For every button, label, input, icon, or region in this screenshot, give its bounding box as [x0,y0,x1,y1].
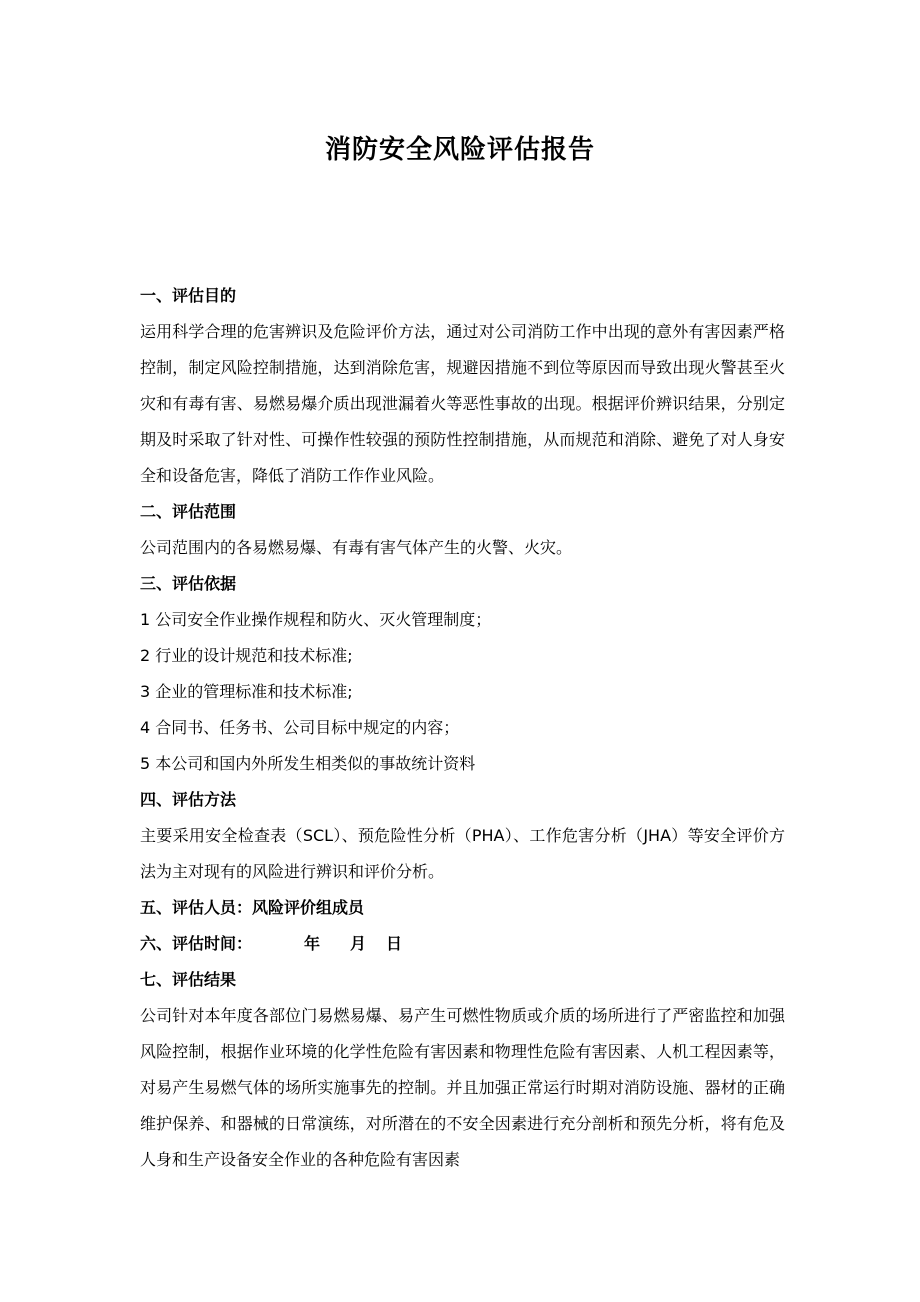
basis-list-item: 2 行业的设计规范和技术标准; [140,646,353,665]
section-heading-basis: 三、评估依据 [140,574,237,593]
section-text-purpose: 运用科学合理的危害辨识及危险评价方法，通过对公司消防工作中出现的意外有害因素严格控制，制定风险控制措施，达到消除危害，规避因措施不到位等原因而导致出现火警甚至火灾和有毒有害、易燃易爆介质出现泄漏着火等恶性事故的出现。根据评价辨识结果，分别定期及时采取了针对性、可操作性较强的预防性控制措施，从而规范和消除、避免了对人身安全和设备危害，降低了消防工作作业风险。 [140,322,785,485]
assessment-time-day: 日 [386,934,403,953]
basis-list-item: 1 公司安全作业操作规程和防火、灭火管理制度； [140,610,492,629]
section-assessment-time [140,926,785,962]
section-heading-purpose: 一、评估目的 [140,286,237,305]
assessment-time-year: 年 [304,934,321,953]
section-heading-personnel: 五、评估人员：风险评价组成员 [140,898,365,917]
basis-list-item: 3 企业的管理标准和技术标准; [140,682,353,701]
section-heading-scope: 二、评估范围 [140,502,237,521]
section-heading-method: 四、评估方法 [140,790,237,809]
document-title: 消防安全风险评估报告 [324,135,595,165]
section-text-scope: 公司范围内的各易燃易爆、有毒有害气体产生的火警、火灾。 [140,538,573,557]
section-heading-result: 七、评估结果 [140,970,237,989]
document-body [140,278,785,1178]
section-text-method: 主要采用安全检查表（SCL）、预危险性分析（PHA）、工作危害分析（JHA）等安全评价方法为主对现有的风险进行辨识和评价分析。 [140,826,785,881]
assessment-time-label: 六、评估时间： [140,934,253,953]
basis-list-item: 5 本公司和国内外所发生相类似的事故统计资料 [140,754,476,773]
assessment-time-month: 月 [350,934,367,953]
section-text-result: 公司针对本年度各部位门易燃易爆、易产生可燃性物质或介质的场所进行了严密监控和加强风险控制，根据作业环境的化学性危险有害因素和物理性危险有害因素、人机工程因素等，对易产生易燃气体的场所实施事先的控制。并且加强正常运行时期对消防设施、器材的正确维护保养、和器械的日常演练，对所潜在的不安全因素进行充分剖析和预先分析，将有危及人身和生产设备安全作业的各种危险有害因素 [140,1006,785,1169]
basis-list-item: 4 合同书、任务书、公司目标中规定的内容； [140,718,460,737]
